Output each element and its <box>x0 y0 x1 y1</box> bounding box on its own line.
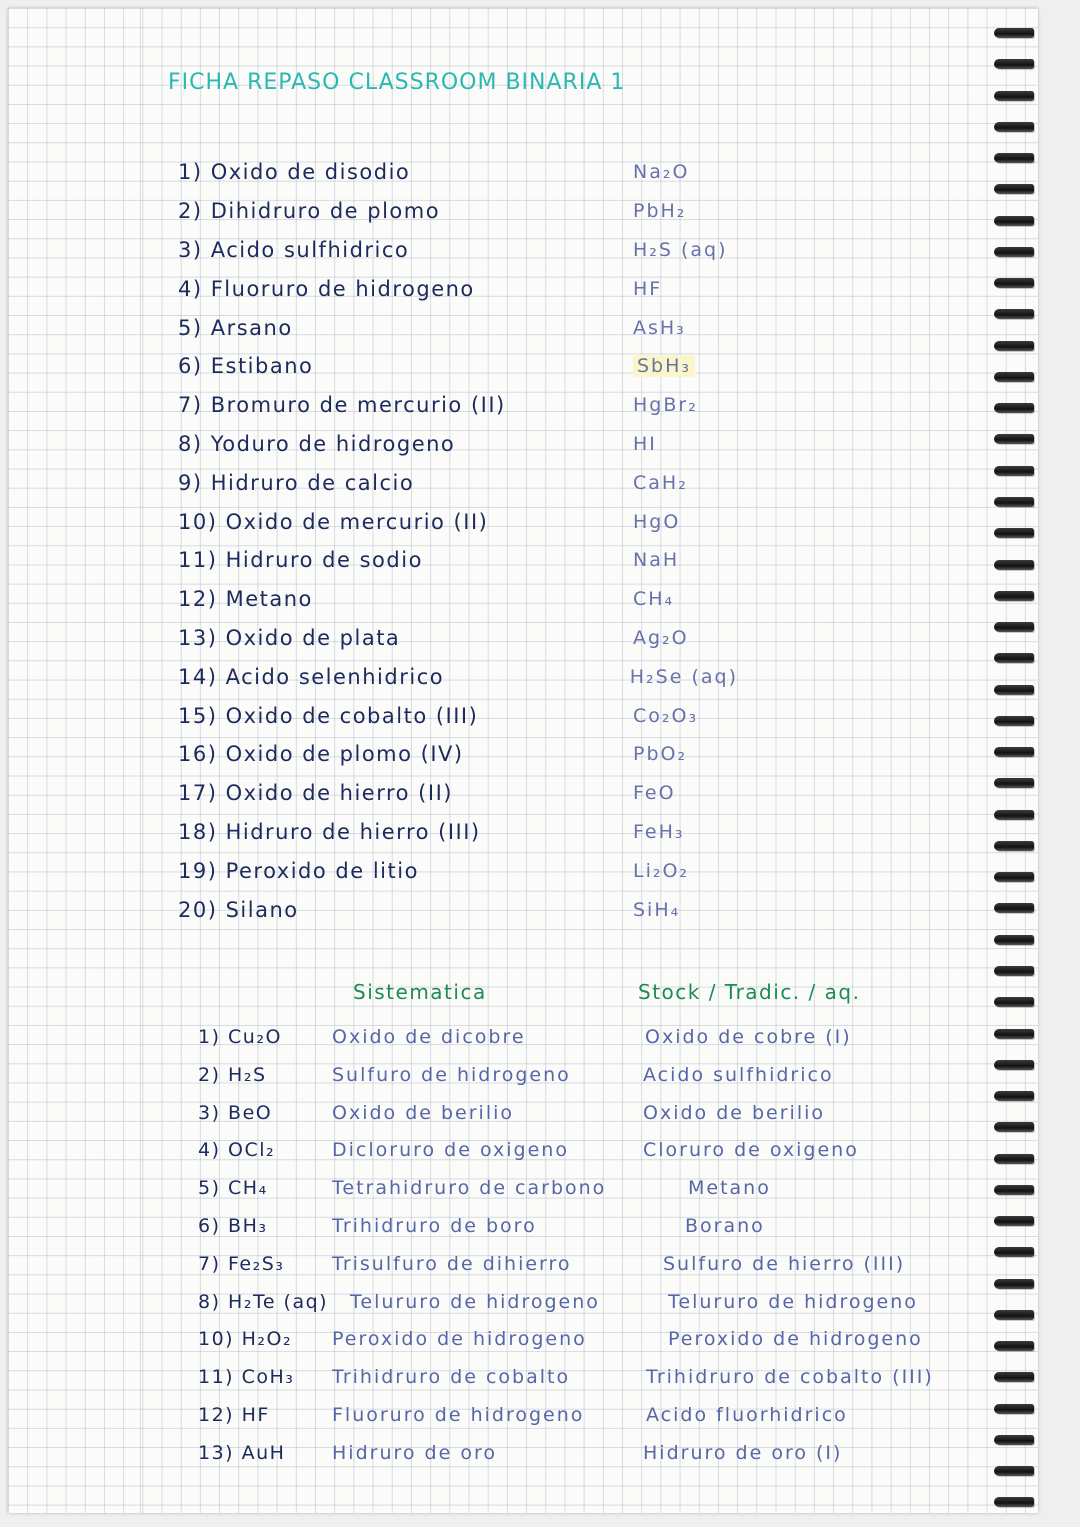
table-row <box>198 1060 988 1098</box>
cell-stock: Sulfuro de hierro (III) <box>663 1252 906 1275</box>
list-item <box>178 774 738 813</box>
spiral-coil <box>994 28 1034 38</box>
table-row <box>198 1173 988 1211</box>
spiral-coil <box>994 622 1034 632</box>
compound-name: 14) Acido selenhidrico <box>178 664 445 689</box>
spiral-coil <box>994 309 1034 319</box>
cell-stock: Trihidruro de cobalto (III) <box>646 1366 934 1389</box>
compound-name: 11) Hidruro de sodio <box>178 548 423 573</box>
spiral-coil <box>994 1279 1034 1289</box>
spiral-coil <box>994 341 1034 351</box>
cell-formula: 12) HF <box>198 1403 270 1426</box>
spiral-coil <box>994 903 1034 913</box>
spiral-coil <box>994 778 1034 788</box>
spiral-coil <box>994 872 1034 882</box>
spiral-coil <box>994 716 1034 726</box>
cell-sistematica: Telururo de hidrogeno <box>350 1290 600 1313</box>
cell-stock: Cloruro de oxigeno <box>643 1139 859 1162</box>
spiral-coil <box>994 247 1034 257</box>
table-row <box>198 1249 988 1287</box>
compound-formula: Li₂O₂ <box>633 859 690 882</box>
list-item <box>178 735 738 774</box>
cell-sistematica: Oxido de berilio <box>332 1101 515 1124</box>
cell-stock: Borano <box>685 1214 765 1237</box>
compound-name: 1) Oxido de disodio <box>178 160 411 185</box>
list-item <box>178 153 738 192</box>
compound-formula: Co₂O₃ <box>633 704 699 727</box>
cell-stock: Oxido de berilio <box>643 1101 826 1124</box>
cell-formula: 4) OCl₂ <box>198 1139 276 1162</box>
list-item <box>178 192 738 231</box>
list-item <box>178 347 738 386</box>
spiral-coil <box>994 1154 1034 1164</box>
compound-formula: HgO <box>633 510 681 533</box>
cell-sistematica: Sulfuro de hidrogeno <box>332 1063 571 1086</box>
spiral-coil <box>994 184 1034 194</box>
cell-stock: Acido fluorhidrico <box>646 1403 848 1426</box>
compound-name: 13) Oxido de plata <box>178 625 401 650</box>
notebook-page <box>8 8 1038 1513</box>
spiral-coil <box>994 59 1034 69</box>
compound-name: 16) Oxido de plomo (IV) <box>178 742 464 767</box>
list-item <box>178 890 738 929</box>
cell-formula: 1) Cu₂O <box>198 1026 282 1048</box>
spiral-coil <box>994 1466 1034 1476</box>
compound-name: 12) Metano <box>178 587 313 612</box>
compound-name: 6) Estibano <box>178 354 314 379</box>
compound-formula: CaH₂ <box>633 471 688 494</box>
table-row <box>198 1438 988 1476</box>
compound-formula: H₂S (aq) <box>633 238 728 261</box>
compound-formula: SiH₄ <box>633 898 681 921</box>
cell-sistematica: Trihidruro de cobalto <box>332 1366 571 1389</box>
cell-stock: Acido sulfhidrico <box>643 1063 834 1086</box>
list-item <box>178 657 738 696</box>
header-sistematica: Sistematica <box>353 980 487 1004</box>
list-item <box>178 308 738 347</box>
spiral-coil <box>994 810 1034 820</box>
spiral-coil <box>994 653 1034 663</box>
cell-formula: 13) AuH <box>198 1441 286 1464</box>
cell-formula: 7) Fe₂S₃ <box>198 1252 285 1275</box>
compound-formula: PbH₂ <box>633 200 687 223</box>
cell-sistematica: Dicloruro de oxigeno <box>332 1139 569 1162</box>
spiral-coil <box>994 1435 1034 1445</box>
compound-name: 7) Bromuro de mercurio (II) <box>178 393 506 418</box>
spiral-coil <box>994 685 1034 695</box>
list-item <box>178 813 738 852</box>
spiral-coil <box>994 1029 1034 1039</box>
list-item <box>178 541 738 580</box>
compound-name: 8) Yoduro de hidrogeno <box>178 431 456 456</box>
list-item <box>178 463 738 502</box>
compound-formula: NaH <box>633 549 680 572</box>
compound-formula: HI <box>633 432 657 455</box>
list-item <box>178 502 738 541</box>
cell-stock: Metano <box>688 1177 771 1200</box>
spiral-coil <box>994 591 1034 601</box>
cell-formula: 2) H₂S <box>198 1063 267 1086</box>
cell-stock: Hidruro de oro (I) <box>643 1441 843 1464</box>
spiral-coil <box>994 403 1034 413</box>
cell-sistematica: Trisulfuro de dihierro <box>332 1252 572 1275</box>
table-row <box>198 1022 988 1060</box>
cell-formula: 5) CH₄ <box>198 1177 268 1200</box>
cell-formula: 11) CoH₃ <box>198 1366 295 1389</box>
table-row <box>198 1362 988 1400</box>
spiral-coil <box>994 747 1034 757</box>
compound-name: 5) Arsano <box>178 315 293 340</box>
cell-sistematica: Hidruro de oro <box>332 1441 497 1464</box>
spiral-coil <box>994 216 1034 226</box>
spiral-coil <box>994 466 1034 476</box>
cell-formula: 8) H₂Te (aq) <box>198 1290 329 1313</box>
list-item <box>178 425 738 464</box>
spiral-coil <box>994 1060 1034 1070</box>
compound-formula: Na₂O <box>633 161 690 184</box>
spiral-coil <box>994 122 1034 132</box>
compound-name: 10) Oxido de mercurio (II) <box>178 509 489 534</box>
cell-stock: Telururo de hidrogeno <box>668 1290 918 1313</box>
cell-sistematica: Trihidruro de boro <box>332 1214 537 1237</box>
spiral-coil <box>994 372 1034 382</box>
spiral-coil <box>994 841 1034 851</box>
spiral-coil <box>994 1310 1034 1320</box>
compound-formula: CH₄ <box>633 588 675 611</box>
compound-formula: Ag₂O <box>633 626 689 649</box>
cell-sistematica: Tetrahidruro de carbono <box>332 1177 607 1200</box>
compound-name: 19) Peroxido de litio <box>178 858 419 883</box>
compound-formula: FeH₃ <box>633 820 685 843</box>
spiral-coil <box>994 1497 1034 1507</box>
cell-sistematica: Oxido de dicobre <box>332 1026 526 1048</box>
list-item <box>178 580 738 619</box>
cell-formula: 3) BeO <box>198 1101 273 1124</box>
compound-name: 15) Oxido de cobalto (III) <box>178 703 479 728</box>
compound-formula: SbH₃ <box>633 355 695 377</box>
cell-formula: 6) BH₃ <box>198 1214 268 1237</box>
cell-sistematica: Fluoruro de hidrogeno <box>332 1403 585 1426</box>
compound-name: 9) Hidruro de calcio <box>178 470 415 495</box>
compound-name: 17) Oxido de hierro (II) <box>178 781 453 806</box>
table-row <box>198 1324 988 1362</box>
compound-name: 4) Fluoruro de hidrogeno <box>178 276 475 301</box>
spiral-coil <box>994 1247 1034 1257</box>
formula-list <box>178 153 738 929</box>
table-body <box>198 1022 988 1476</box>
compound-formula: AsH₃ <box>633 316 686 339</box>
cell-stock: Oxido de cobre (I) <box>645 1026 852 1048</box>
cell-sistematica: Peroxido de hidrogeno <box>332 1328 587 1351</box>
list-item <box>178 231 738 270</box>
cell-stock: Peroxido de hidrogeno <box>668 1328 923 1351</box>
list-item <box>178 696 738 735</box>
spiral-coil <box>994 528 1034 538</box>
compound-name: 18) Hidruro de hierro (III) <box>178 819 481 844</box>
compound-name: 20) Silano <box>178 897 299 922</box>
spiral-coil <box>994 1404 1034 1414</box>
list-item <box>178 386 738 425</box>
list-item <box>178 619 738 658</box>
list-item <box>178 269 738 308</box>
list-item <box>178 851 738 890</box>
spiral-coil <box>994 997 1034 1007</box>
compound-formula: FeO <box>633 782 676 805</box>
compound-formula: HF <box>633 277 663 300</box>
page-title: FICHA REPASO CLASSROOM BINARIA 1 <box>168 70 626 95</box>
compound-formula: H₂Se (aq) <box>629 665 738 688</box>
compound-formula: PbO₂ <box>633 743 688 766</box>
spiral-coil <box>994 935 1034 945</box>
spiral-coil <box>994 966 1034 976</box>
header-stock: Stock / Tradic. / aq. <box>638 980 861 1004</box>
spiral-coil <box>994 1372 1034 1382</box>
spiral-coil <box>994 1185 1034 1195</box>
cell-formula: 10) H₂O₂ <box>198 1328 293 1351</box>
table-row <box>198 1135 988 1173</box>
spiral-coil <box>994 1091 1034 1101</box>
table-row <box>198 1400 988 1438</box>
spiral-coil <box>994 434 1034 444</box>
spiral-coil <box>994 497 1034 507</box>
compound-name: 2) Dihidruro de plomo <box>178 199 441 224</box>
spiral-coil <box>994 278 1034 288</box>
compound-formula: HgBr₂ <box>633 394 698 417</box>
spiral-coil <box>994 91 1034 101</box>
spiral-coil <box>994 153 1034 163</box>
table-row <box>198 1211 988 1249</box>
spiral-binding <box>994 28 1038 1508</box>
compound-name: 3) Acido sulfhidrico <box>178 237 410 262</box>
table-row <box>198 1287 988 1325</box>
spiral-coil <box>994 1341 1034 1351</box>
spiral-coil <box>994 560 1034 570</box>
table-row <box>198 1098 988 1136</box>
spiral-coil <box>994 1122 1034 1132</box>
spiral-coil <box>994 1216 1034 1226</box>
